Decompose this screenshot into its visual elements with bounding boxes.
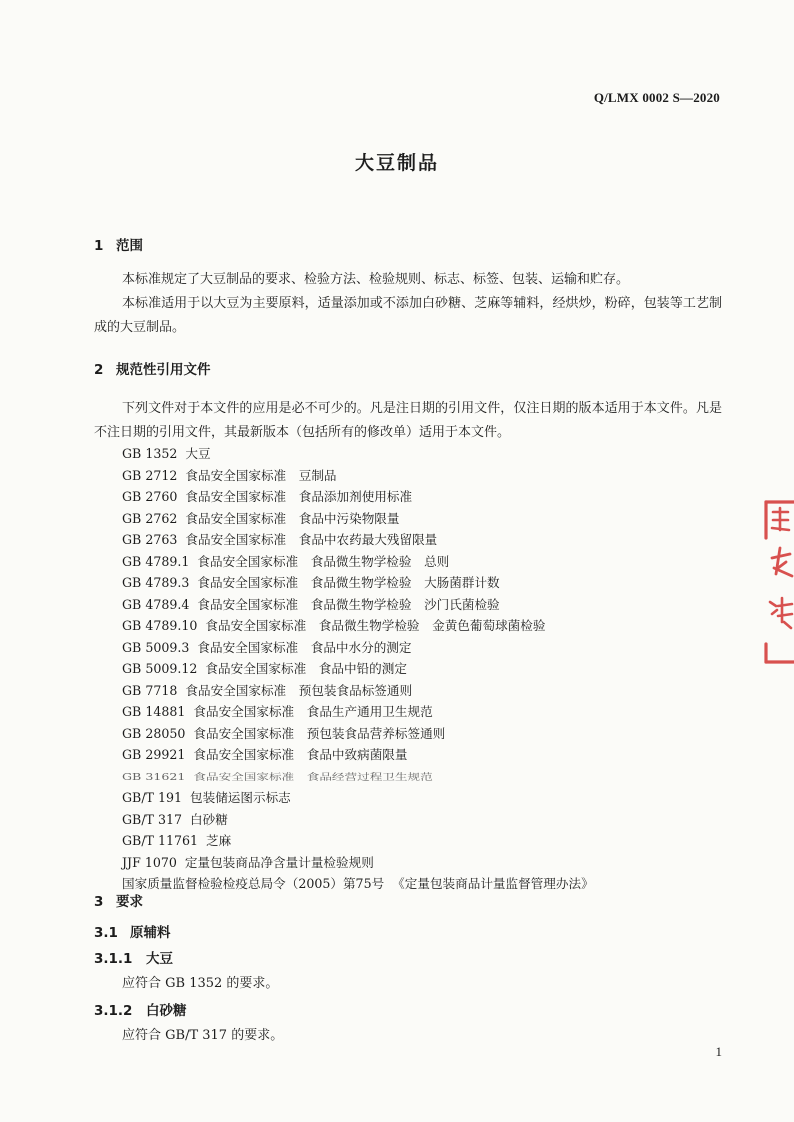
reference-item — [122, 551, 594, 573]
reference-code: GB 2712 — [122, 467, 178, 483]
section-number: 1 — [94, 238, 104, 254]
section-number: 2 — [94, 362, 104, 378]
reference-code: GB/T 191 — [122, 790, 182, 805]
section-number: 3.1.1 — [94, 951, 133, 967]
reference-item — [122, 572, 594, 594]
reference-code: GB 4789.3 — [122, 575, 190, 590]
section-3-heading — [94, 890, 143, 910]
section-title: 大豆 — [146, 951, 173, 967]
reference-item — [122, 701, 594, 723]
reference-code: GB 28050 — [122, 725, 186, 741]
section-title: 规范性引用文件 — [116, 362, 211, 378]
reference-item — [122, 508, 594, 530]
section-1-paragraph-1: 本标准规定了大豆制品的要求、检验方法、检验规则、标志、标签、包装、运输和贮存。 — [122, 272, 630, 287]
section-title: 要求 — [116, 894, 143, 910]
reference-code: GB/T 317 — [122, 811, 182, 827]
reference-item — [122, 658, 594, 680]
section-title: 原辅料 — [130, 925, 171, 941]
section-number: 3.1.2 — [94, 1003, 133, 1019]
reference-code: GB 2763 — [122, 532, 178, 547]
reference-code: GB 1352 — [122, 446, 178, 461]
reference-title: 食品安全国家标准 食品中铅的测定 — [205, 661, 407, 676]
reference-item — [122, 486, 594, 508]
reference-code: GB 7718 — [122, 682, 178, 698]
reference-title: 《定量包装商品计量监督管理办法》 — [392, 876, 594, 891]
reference-title: 芝麻 — [206, 833, 232, 848]
section-3-1-1-text: 应符合 GB 1352 的要求。 — [122, 976, 279, 991]
reference-title: 食品安全国家标准 食品中污染物限量 — [185, 510, 400, 526]
reference-title: 食品安全国家标准 食品中农药最大残留限量 — [185, 532, 438, 547]
reference-title: 大豆 — [185, 446, 211, 461]
reference-item — [122, 594, 594, 616]
reference-title: 食品安全国家标准 食品微生物学检验 金黄色葡萄球菌检验 — [205, 618, 546, 633]
seal-stamp — [758, 498, 794, 668]
reference-code: GB 5009.3 — [122, 639, 190, 655]
reference-title: 食品安全国家标准 豆制品 — [185, 467, 337, 483]
section-title: 范围 — [116, 238, 143, 254]
reference-item — [122, 529, 594, 551]
section-2-heading — [94, 358, 211, 378]
reference-code: 国家质量监督检验检疫总局令（2005）第75号 — [122, 876, 385, 891]
page-number: 1 — [715, 1044, 722, 1059]
reference-title: 食品安全国家标准 食品生产通用卫生规范 — [193, 704, 433, 719]
reference-code: GB 29921 — [122, 747, 186, 762]
reference-title: 食品安全国家标准 预包装食品营养标签通则 — [193, 725, 446, 741]
reference-title: 食品安全国家标准 食品中致病菌限量 — [193, 747, 408, 762]
reference-code: GB 14881 — [122, 704, 186, 719]
reference-item — [122, 873, 594, 895]
reference-item — [122, 615, 594, 637]
reference-code: GB 5009.12 — [122, 661, 198, 676]
reference-item — [122, 443, 594, 465]
reference-item — [122, 769, 594, 784]
section-number: 3 — [94, 894, 104, 910]
reference-title: 定量包装商品净含量计量检验规则 — [184, 854, 374, 870]
reference-item — [122, 465, 594, 487]
reference-code: GB/T 11761 — [122, 833, 199, 848]
reference-title: 食品安全国家标准 食品微生物学检验 总则 — [197, 553, 450, 569]
reference-code: GB 4789.1 — [122, 553, 190, 569]
document-title: 大豆制品 — [354, 152, 439, 174]
reference-item — [122, 830, 594, 852]
section-3-1-2-heading — [94, 999, 187, 1019]
document-code: Q/LMX 0002 S—2020 — [593, 90, 720, 105]
reference-code: GB 4789.10 — [122, 618, 198, 633]
reference-title: 食品安全国家标准 食品添加剂使用标准 — [185, 489, 413, 504]
reference-item — [122, 680, 594, 702]
reference-item — [122, 723, 594, 745]
reference-code: GB 2760 — [122, 489, 178, 504]
section-3-1-1-heading — [94, 947, 173, 967]
reference-item — [122, 809, 594, 831]
reference-title: 食品安全国家标准 食品微生物学检验 大肠菌群计数 — [197, 575, 500, 590]
reference-code: GB 31621 — [122, 770, 186, 782]
reference-code: GB 2762 — [122, 510, 178, 526]
section-3-1-heading — [94, 921, 171, 941]
reference-title: 食品安全国家标准 预包装食品标签通则 — [185, 682, 413, 698]
section-1-heading — [94, 234, 143, 254]
section-title: 白砂糖 — [146, 1003, 187, 1019]
reference-title: 白砂糖 — [190, 811, 228, 827]
reference-list — [122, 443, 594, 895]
reference-title: 食品安全国家标准 食品微生物学检验 沙门氏菌检验 — [197, 596, 500, 612]
reference-item — [122, 852, 594, 874]
reference-code: GB 4789.4 — [122, 596, 190, 612]
reference-title: 包装储运图示标志 — [190, 790, 291, 805]
section-number: 3.1 — [94, 925, 118, 941]
reference-code: JJF 1070 — [122, 854, 177, 870]
reference-item — [122, 637, 594, 659]
reference-title: 食品安全国家标准 食品经营过程卫生规范 — [193, 770, 433, 782]
reference-title: 食品安全国家标准 食品中水分的测定 — [197, 639, 412, 655]
section-1-paragraph-2: 本标准适用于以大豆为主要原料，适量添加或不添加白砂糖、芝麻等辅料，经烘炒，粉碎，包装等工艺制成的大豆制品。 — [94, 296, 722, 335]
section-3-1-2-text: 应符合 GB/T 317 的要求。 — [122, 1028, 284, 1043]
section-2-intro: 下列文件对于本文件的应用是必不可少的。凡是注日期的引用文件，仅注日期的版本适用于本文件。凡是不注日期的引用文件，其最新版本（包括所有的修改单）适用于本文件。 — [94, 401, 722, 440]
reference-item — [122, 744, 594, 766]
reference-item — [122, 787, 594, 809]
